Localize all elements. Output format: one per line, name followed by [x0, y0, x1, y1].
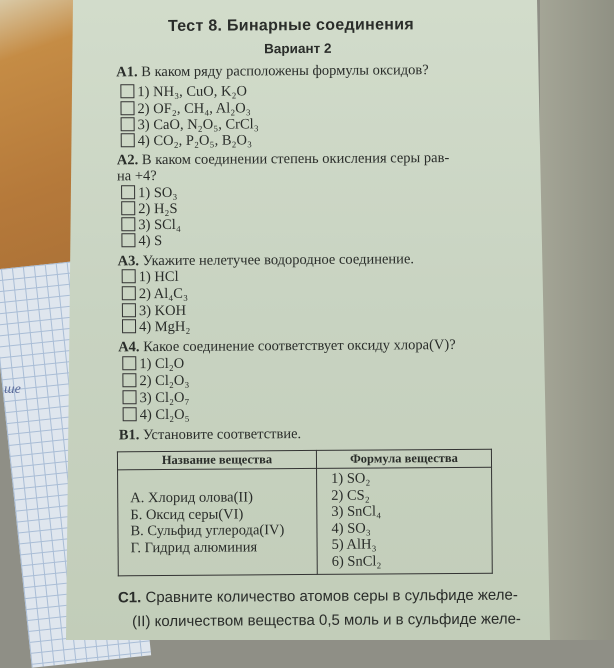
checkbox[interactable]	[120, 101, 134, 115]
variant-label: Вариант 2	[264, 40, 332, 57]
question-c1-continued: (II) количеством вещества 0,5 моль и в сульфиде желе-	[132, 610, 521, 631]
question-number: А2.	[116, 152, 139, 169]
checkbox[interactable]	[121, 133, 135, 147]
question-number: А3.	[117, 253, 140, 270]
substance-name: А. Хлорид олова(II)	[130, 489, 253, 507]
answer-option[interactable]	[122, 356, 184, 373]
answer-option[interactable]	[123, 407, 190, 424]
substance-formula: 1) SO₂	[331, 470, 371, 487]
question-number: С1.	[117, 589, 142, 607]
column-header: Формула вещества	[316, 449, 491, 468]
checkbox[interactable]	[122, 319, 136, 333]
checkbox[interactable]	[122, 286, 136, 300]
option-label: 2) Cl₂O₃	[139, 372, 190, 390]
answer-option[interactable]	[122, 303, 186, 320]
option-label: 1) Cl₂O	[139, 355, 185, 373]
matching-table	[117, 449, 493, 577]
substance-name: Г. Гидрид алюминия	[130, 538, 258, 556]
question-number: А1.	[116, 64, 138, 81]
option-label: 3) Cl₂O₇	[139, 389, 190, 407]
option-label: 2) H₂S	[138, 200, 178, 218]
checkbox[interactable]	[122, 303, 136, 317]
question-text-continued: на +4?	[116, 168, 157, 185]
option-label: 3) KOH	[138, 302, 187, 320]
question-text: Установите соответствие.	[142, 426, 302, 444]
checkbox[interactable]	[121, 185, 135, 199]
checkbox[interactable]	[122, 373, 136, 387]
substance-formula: 5) AlH₃	[331, 536, 377, 553]
option-label: 1) SO₃	[138, 184, 178, 202]
answer-option[interactable]	[121, 233, 162, 250]
answer-option[interactable]	[121, 132, 252, 150]
checkbox[interactable]	[121, 201, 135, 215]
question-c1	[118, 587, 518, 607]
option-label: 4) MgH₂	[138, 318, 191, 336]
option-label: 1) NH₃, CuO, K₂O	[137, 83, 248, 101]
option-label: 2) OF₂, CH₄, Al₂O₃	[137, 100, 251, 118]
formulas-cell	[317, 467, 493, 574]
checkbox[interactable]	[120, 84, 134, 98]
answer-option[interactable]	[122, 373, 189, 390]
substance-name: Б. Оксид серы(VI)	[130, 505, 244, 523]
question-number: А4.	[118, 339, 140, 356]
answer-option[interactable]	[120, 83, 247, 101]
question-number: В1.	[118, 427, 140, 444]
option-label: 3) SCl₄	[138, 216, 181, 234]
column-header: Название вещества	[117, 450, 316, 469]
substance-formula: 2) CS₂	[331, 487, 370, 504]
checkbox[interactable]	[123, 407, 137, 421]
question-text: В каком соединении степень окисления серы рав-	[141, 150, 450, 169]
answer-option[interactable]	[121, 201, 177, 218]
question-text: Сравните количество атомов серы в сульфиде желе-	[145, 586, 518, 607]
checkbox[interactable]	[121, 117, 135, 131]
substance-formula: 3) SnCl₄	[331, 503, 382, 520]
answer-option[interactable]	[122, 286, 188, 303]
handwriting: ше	[4, 382, 21, 397]
question-text: В каком ряду расположены формулы оксидов?	[141, 62, 429, 81]
question-1	[116, 62, 428, 81]
checkbox[interactable]	[122, 356, 136, 370]
question-text: Укажите нелетучее водородное соединение.	[142, 251, 415, 270]
substance-formula: 4) SO₃	[331, 520, 371, 537]
question-text: Какое соединение соответствует оксиду хлора(V)?	[143, 336, 456, 356]
answer-option[interactable]	[121, 217, 181, 234]
checkbox[interactable]	[121, 217, 135, 231]
question-3	[118, 251, 415, 270]
substance-name: В. Сульфид углерода(IV)	[130, 522, 285, 540]
question-4	[118, 337, 456, 356]
names-cell	[118, 468, 318, 575]
option-label: 2) Al₄C₃	[138, 285, 189, 303]
checkbox[interactable]	[122, 269, 136, 283]
checkbox[interactable]	[121, 233, 135, 247]
option-label: 1) HCl	[138, 268, 179, 286]
answer-option[interactable]	[121, 185, 177, 202]
option-label: 4) S	[138, 233, 163, 250]
checkbox[interactable]	[122, 390, 136, 404]
answer-option[interactable]	[122, 390, 189, 407]
option-label: 4) Cl₂O₅	[139, 406, 190, 424]
option-label: 4) CO₂, P₂O₅, B₂O₃	[137, 132, 253, 150]
answer-option[interactable]	[122, 269, 179, 286]
substance-formula: 6) SnCl₂	[331, 552, 382, 570]
question-b1	[119, 426, 301, 444]
question-2	[117, 150, 449, 169]
answer-option[interactable]	[122, 319, 190, 336]
option-label: 3) CaO, N₂O₅, CrCl₃	[137, 116, 259, 134]
test-title: Тест 8. Бинарные соединения	[167, 16, 415, 35]
